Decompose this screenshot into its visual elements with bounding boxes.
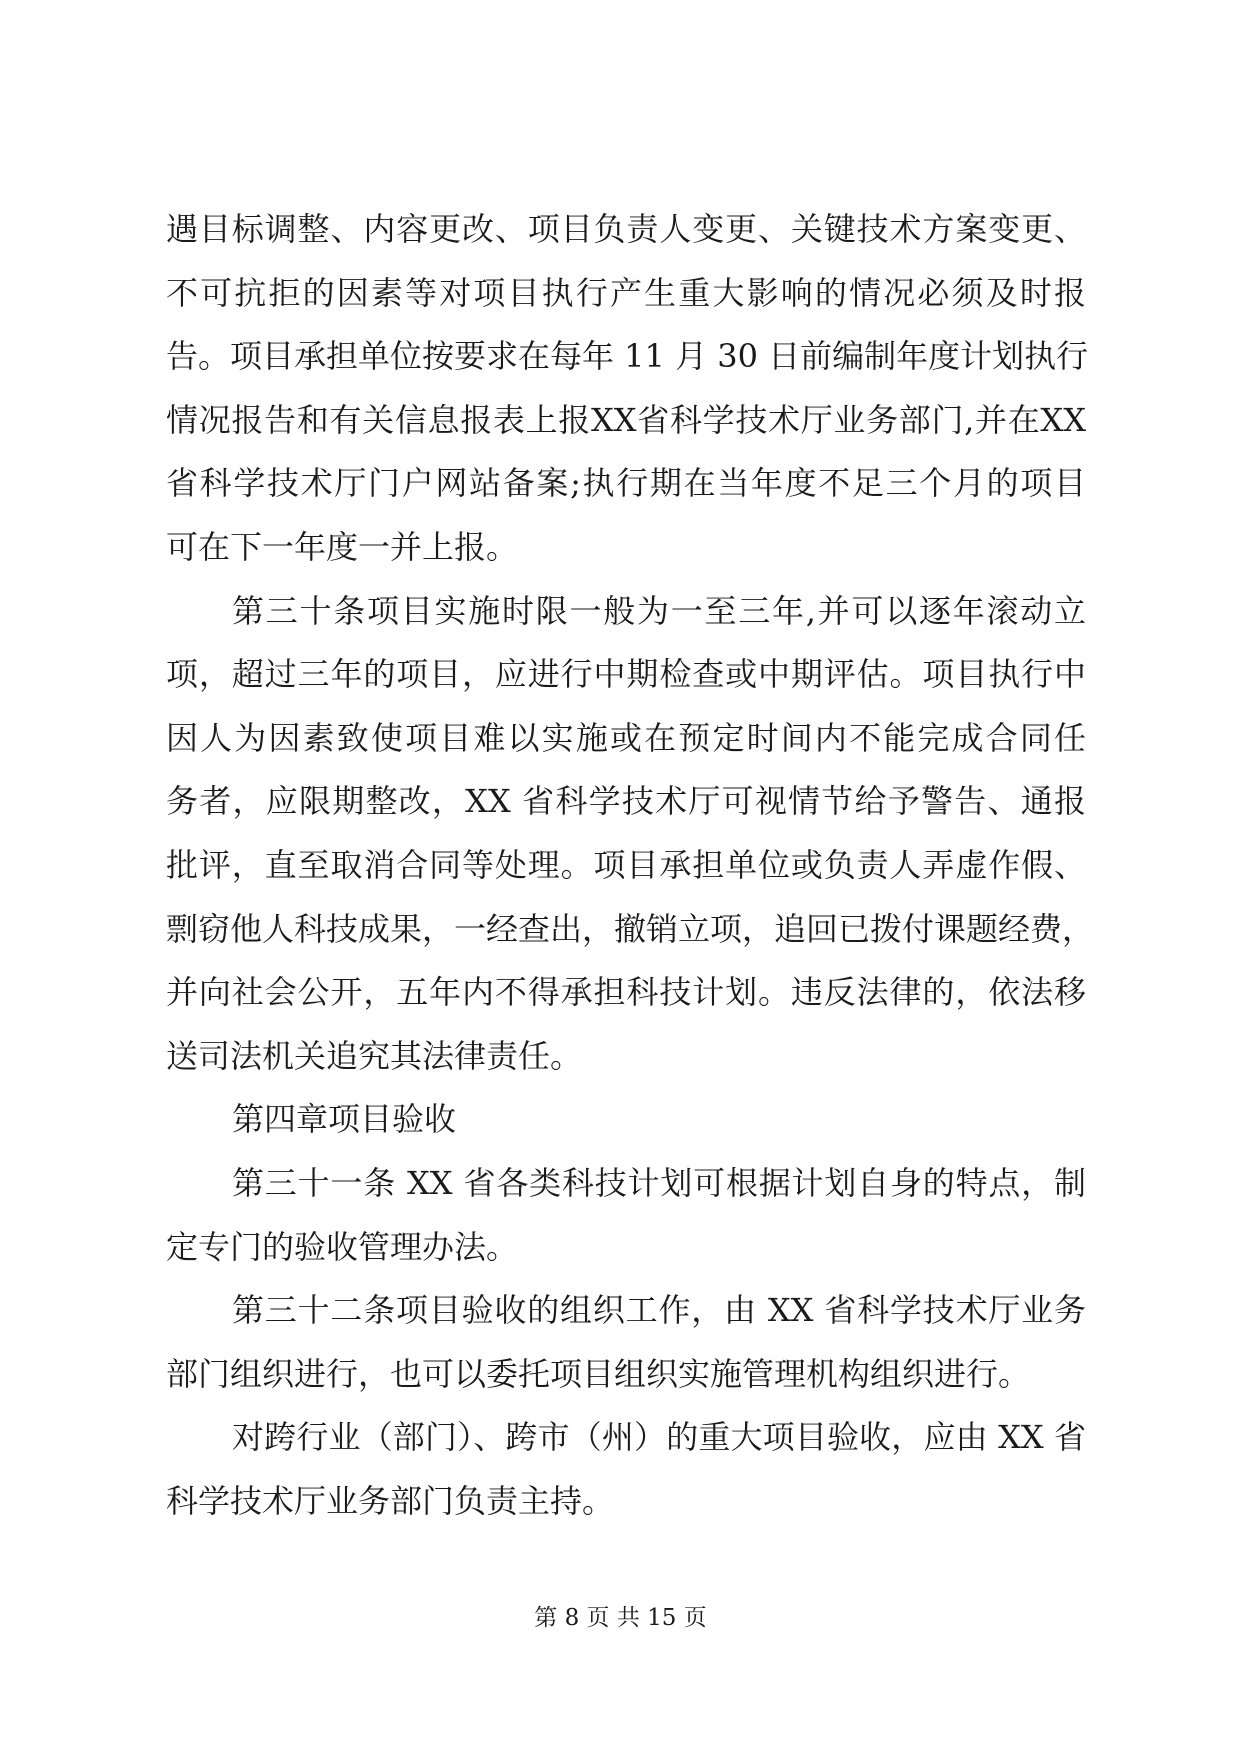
text-line: 情况报告和有关信息报表上报XX省科学技术厅业务部门,并在XX xyxy=(166,400,1086,439)
text-line: 剽窃他人科技成果，一经查出，撤销立项，追回已拨付课题经费， xyxy=(166,909,1095,948)
text-line: 务者，应限期整改，XX 省科学技术厅可视情节给予警告、通报 xyxy=(166,782,1086,821)
text-line: 告。项目承担单位按要求在每年 11 月 30 日前编制年度计划执行 xyxy=(166,337,1089,376)
paragraph-start-line: 第三十条项目实施时限一般为一至三年,并可以逐年滚动立 xyxy=(232,591,1086,630)
text-line: 并向社会公开，五年内不得承担科技计划。违反法律的，依法移 xyxy=(166,973,1086,1012)
text-line: 批评，直至取消合同等处理。项目承担单位或负责人弄虚作假、 xyxy=(166,845,1086,884)
text-line: 不可抗拒的因素等对项目执行产生重大影响的情况必须及时报 xyxy=(166,273,1086,312)
page-number-footer: 第 8 页 共 15 页 xyxy=(534,1605,707,1631)
text-line: 遇目标调整、内容更改、项目负责人变更、关键技术方案变更、 xyxy=(166,210,1086,248)
text-line: 省科学技术厅门户网站备案;执行期在当年度不足三个月的项目 xyxy=(166,464,1086,503)
text-line: 部门组织进行，也可以委托项目组织实施管理机构组织进行。 xyxy=(166,1354,1031,1393)
chapter-heading: 第四章项目验收 xyxy=(232,1100,457,1139)
paragraph-start-line: 第三十一条 XX 省各类科技计划可根据计划自身的特点，制 xyxy=(232,1163,1086,1202)
text-line: 可在下一年度一并上报。 xyxy=(166,527,519,566)
text-line: 送司法机关追究其法律责任。 xyxy=(166,1036,583,1075)
text-line: 因人为因素致使项目难以实施或在预定时间内不能完成合同任 xyxy=(166,718,1086,757)
text-line: 科学技术厅业务部门负责主持。 xyxy=(166,1481,615,1520)
text-line: 定专门的验收管理办法。 xyxy=(166,1227,519,1266)
paragraph-start-line: 第三十二条项目验收的组织工作，由 XX 省科学技术厅业务 xyxy=(232,1291,1086,1330)
paragraph-start-line: 对跨行业（部门）、跨市（州）的重大项目验收，应由 XX 省 xyxy=(232,1418,1086,1457)
text-line: 项，超过三年的项目，应进行中期检查或中期评估。项目执行中 xyxy=(166,655,1086,694)
document-body xyxy=(166,198,1095,1533)
